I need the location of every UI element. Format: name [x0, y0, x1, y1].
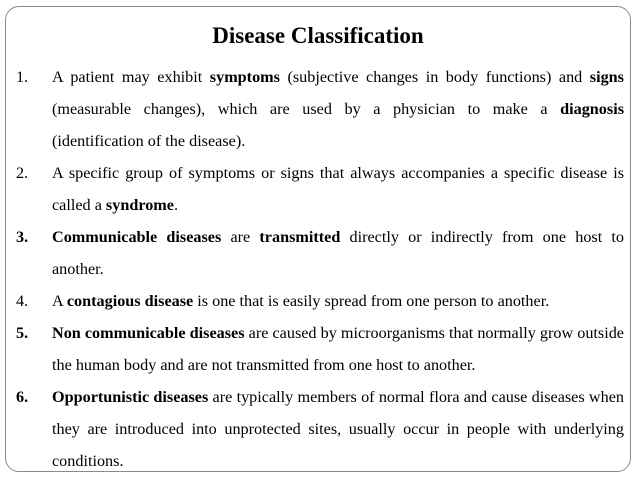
- text-segment: (measurable changes), which are used by a physician to make a: [52, 100, 561, 118]
- list-item-number: 2.: [16, 164, 29, 182]
- list-item-text: [52, 228, 624, 278]
- list-item-number: 3.: [16, 228, 29, 246]
- list-item-text: [52, 68, 624, 150]
- text-segment: are typically members of normal flora and cause diseases when they are introduced into unprotected sites, usually occur in people with underlying conditions.: [52, 388, 624, 470]
- bold-term: transmitted: [259, 228, 341, 246]
- bold-term: diagnosis: [560, 100, 624, 118]
- text-segment: A specific group of symptoms or signs that always accompanies a specific disease is called a: [52, 164, 624, 214]
- bold-term: Communicable diseases: [52, 228, 222, 246]
- list-item: [16, 317, 624, 381]
- bold-term: symptoms: [209, 68, 280, 86]
- bold-term: signs: [589, 68, 624, 86]
- disease-classification-list: [16, 61, 624, 477]
- list-item: [16, 157, 624, 221]
- slide-title: Disease Classification: [212, 23, 424, 48]
- list-item-number: 6.: [16, 388, 29, 406]
- list-item-text: [52, 388, 624, 470]
- list-item-text: [52, 324, 624, 374]
- text-segment: is one that is easily spread from one person to another.: [193, 292, 550, 310]
- list-item-text: [52, 164, 624, 214]
- text-segment: are caused by microorganisms that normally grow outside the human body and are not transmitted from one host to another.: [52, 324, 624, 374]
- list-item: [16, 61, 624, 157]
- text-segment: (identification of the disease).: [52, 132, 246, 150]
- text-segment: directly or indirectly from one host to another.: [52, 228, 624, 278]
- list-item: [16, 285, 624, 317]
- list-item-number: 5.: [16, 324, 29, 342]
- bold-term: Opportunistic diseases: [52, 388, 209, 406]
- list-item: [16, 221, 624, 285]
- text-segment: .: [173, 196, 179, 214]
- list-item-number: 1.: [16, 68, 29, 86]
- bold-term: syndrome: [105, 196, 174, 214]
- text-segment: are: [221, 228, 260, 246]
- bold-term: contagious disease: [66, 292, 194, 310]
- list-item-text: [52, 292, 549, 310]
- slide-frame: [5, 6, 631, 472]
- text-segment: A patient may exhibit: [52, 68, 210, 86]
- text-segment: A: [52, 292, 67, 310]
- list-item-number: 4.: [16, 292, 29, 310]
- text-segment: (subjective changes in body functions) and: [279, 68, 590, 86]
- bold-term: Non communicable diseases: [52, 324, 245, 342]
- list-item: [16, 381, 624, 477]
